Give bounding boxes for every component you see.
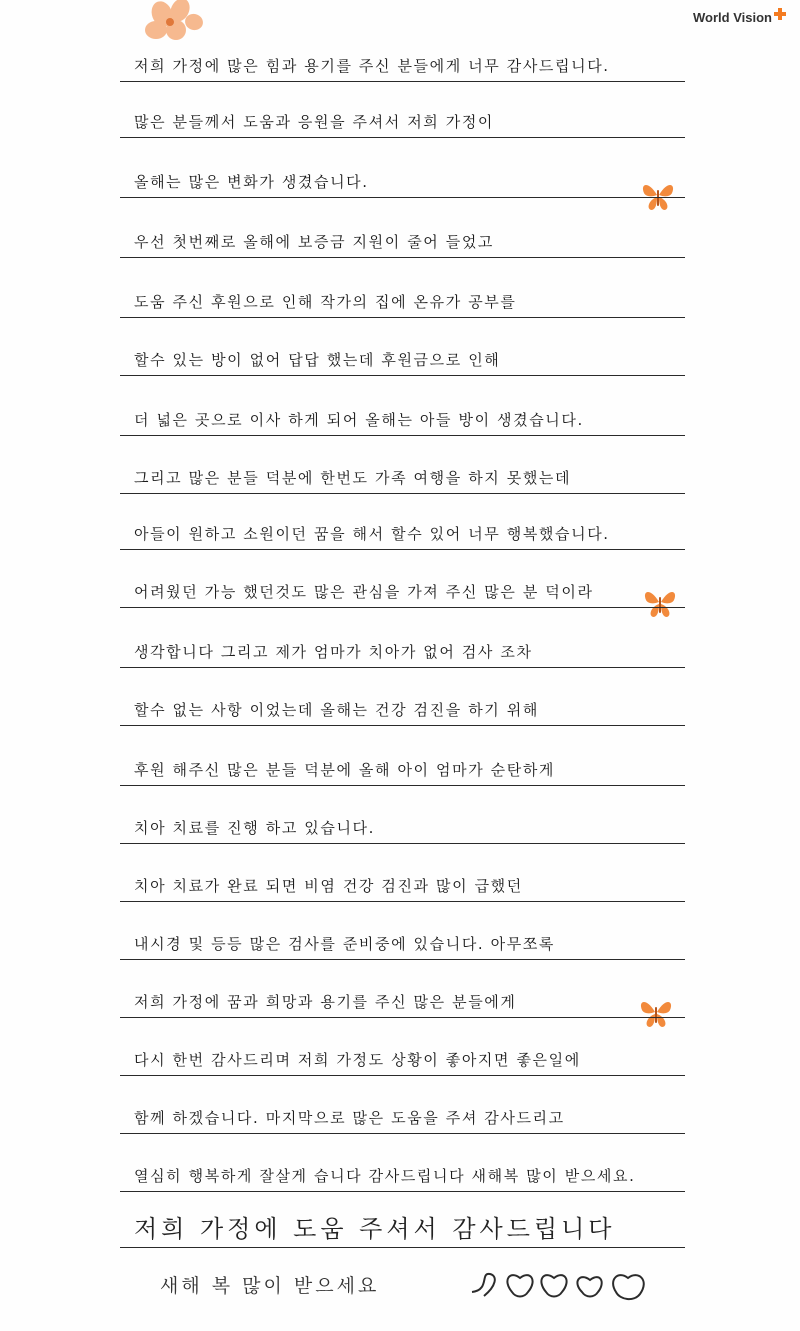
ruled-line (120, 607, 685, 608)
letter-line (120, 206, 685, 258)
ruled-line (120, 1191, 685, 1192)
ruled-line (120, 137, 685, 138)
letter-line (120, 850, 685, 902)
letter-line (120, 1024, 685, 1076)
letter-line-text: 다시 한번 감사드리며 저희 가정도 상황이 좋아지면 좋은일에 (134, 1051, 581, 1069)
letter-line (120, 734, 685, 786)
letter-line-text: 할수 있는 방이 없어 답답 했는데 후원금으로 인해 (134, 351, 501, 369)
ruled-line (120, 317, 685, 318)
child-greeting-text: 새해 복 많이 받으세요 (160, 1275, 380, 1297)
ruled-line (120, 725, 685, 726)
ruled-line (120, 1017, 685, 1018)
letter-line (120, 674, 685, 726)
heart-doodle-icon (470, 1262, 660, 1304)
letter-line (120, 146, 685, 198)
letter-line-text: 더 넓은 곳으로 이사 하게 되어 올해는 아들 방이 생겼습니다. (134, 411, 584, 429)
letter-line-text: 우선 첫번째로 올해에 보증금 지원이 줄어 들었고 (134, 233, 495, 251)
letter-line-text: 함께 하겠습니다. 마지막으로 많은 도움을 주셔 감사드리고 (134, 1109, 565, 1127)
letter-line (120, 1082, 685, 1134)
letter-line-text: 할수 없는 사항 이었는데 올해는 건강 검진을 하기 위해 (134, 701, 539, 719)
letter-line-text: 그리고 많은 분들 덕분에 한번도 가족 여행을 하지 못했는데 (134, 469, 572, 487)
ruled-line (120, 197, 685, 198)
letter-line (120, 324, 685, 376)
ruled-line (120, 667, 685, 668)
letter-line (120, 1140, 685, 1192)
child-greeting-line (160, 1254, 480, 1306)
child-handwriting-line (120, 1196, 685, 1248)
letter-line-text: 어려웠던 가능 했던것도 많은 관심을 가져 주신 많은 분 덕이라 (134, 583, 594, 601)
ruled-line (120, 843, 685, 844)
ruled-line (120, 785, 685, 786)
letter-line-text: 내시경 및 등등 많은 검사를 준비중에 있습니다. 아무쪼록 (134, 935, 556, 953)
ruled-line (120, 1075, 685, 1076)
letter-line-text: 도움 주신 후원으로 인해 작가의 집에 온유가 공부를 (134, 293, 517, 311)
world-vision-logo (693, 10, 786, 25)
letter-line (120, 384, 685, 436)
letter-line (120, 908, 685, 960)
letter-line-text: 치아 치료가 완료 되면 비염 건강 검진과 많이 급했던 (134, 877, 523, 895)
letter-line (120, 442, 685, 494)
letter-line-text: 많은 분들께서 도움과 응원을 주셔서 저희 가정이 (134, 113, 495, 131)
letter-line-text: 후원 해주신 많은 분들 덕분에 올해 아이 엄마가 순탄하게 (134, 761, 556, 779)
child-message-text: 저희 가정에 도움 주셔서 감사드립니다 (134, 1215, 616, 1243)
ruled-line (120, 493, 685, 494)
letter-line-text: 생각합니다 그리고 제가 엄마가 치아가 없어 검사 조차 (134, 643, 533, 661)
letter-line-text: 아들이 원하고 소원이던 꿈을 해서 할수 있어 너무 행복했습니다. (134, 525, 610, 543)
ruled-line (120, 959, 685, 960)
letter-line (120, 86, 685, 138)
ruled-line (120, 435, 685, 436)
letter-line (120, 30, 685, 82)
letter-line (120, 498, 685, 550)
letter-line-text: 저희 가정에 꿈과 희망과 용기를 주신 많은 분들에게 (134, 993, 517, 1011)
letter-line (120, 266, 685, 318)
ruled-line (120, 549, 685, 550)
ruled-line (120, 81, 685, 82)
letter-line-text: 저희 가정에 많은 힘과 용기를 주신 분들에게 너무 감사드립니다. (134, 57, 610, 75)
ruled-line (120, 1133, 685, 1134)
ruled-line (120, 375, 685, 376)
letter-line (120, 616, 685, 668)
ruled-line (120, 1247, 685, 1248)
letter-line-text: 열심히 행복하게 잘살게 습니다 감사드립니다 새해복 많이 받으세요. (134, 1167, 636, 1185)
letter-line (120, 556, 685, 608)
letter-line-text: 치아 치료를 진행 하고 있습니다. (134, 819, 376, 837)
ruled-line (120, 257, 685, 258)
logo-text: World Vision (693, 10, 772, 25)
letter-line (120, 966, 685, 1018)
logo-plus-icon (774, 8, 786, 20)
letter-line (120, 792, 685, 844)
ruled-line (120, 901, 685, 902)
letter-line-text: 올해는 많은 변화가 생겼습니다. (134, 173, 369, 191)
